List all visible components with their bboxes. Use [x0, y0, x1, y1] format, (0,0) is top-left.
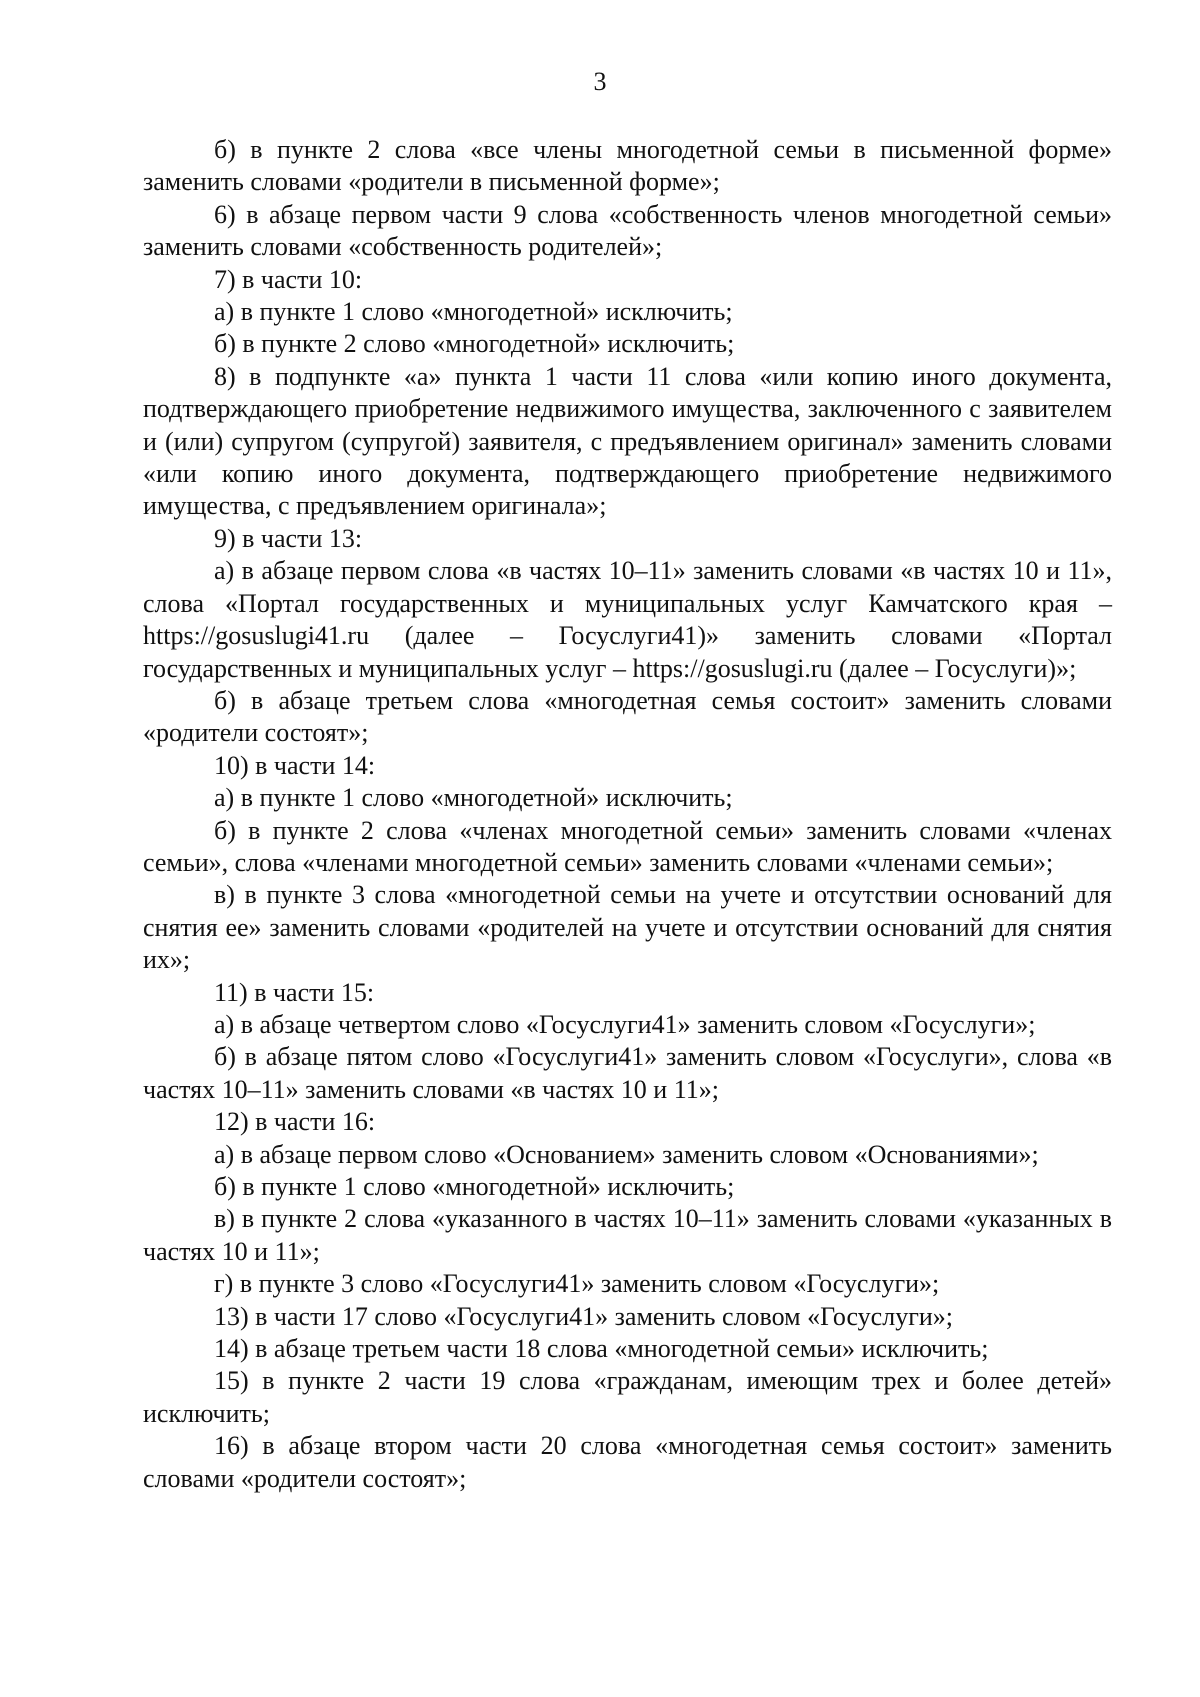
- paragraph: 10) в части 14:: [214, 750, 376, 780]
- paragraph: а) в абзаце первом слово «Основанием» заменить словом «Основаниями»;: [214, 1139, 1039, 1169]
- paragraph: 7) в части 10:: [214, 264, 363, 294]
- paragraph: б) в абзаце третьем слова «многодетная семья состоит» заменить словами «родители состоят»;: [143, 685, 1112, 748]
- paragraph: б) в абзаце пятом слово «Госуслуги41» заменить словом «Госуслуги», слова «в частях 10–11» заменить словами «в частях 10 и 11»;: [143, 1042, 1112, 1104]
- paragraph: а) в пункте 1 слово «многодетной» исключить;: [214, 297, 733, 327]
- paragraph: б) в пункте 2 слова «все члены многодетной семьи в письменной форме» заменить словами «родители в письменной форме»;: [143, 135, 1112, 197]
- paragraph: б) в пункте 2 слова «членах многодетной семьи» заменить словами «членах семьи», слова «членами многодетной семьи» заменить словами «членами семьи»;: [143, 815, 1112, 877]
- paragraph: а) в абзаце первом слова «в частях 10–11» заменить словами «в частях 10 и 11», слова «Портал государственных и муниципальных услуг Камчатского края – https://gosuslugi41.ru (далее – Госуслуги41)» заменить словами «Портал государственных и муниципальных услуг – https://gosuslugi.ru (далее – Госуслуги)»;: [143, 556, 1112, 683]
- paragraph: в) в пункте 3 слова «многодетной семьи на учете и отсутствии оснований для снятия ее» заменить словами «родителей на учете и отсутствии оснований для снятия их»;: [143, 880, 1112, 975]
- page-number: 3: [593, 67, 607, 96]
- paragraph: 15) в пункте 2 части 19 слова «гражданам, имеющим трех и более детей» исключить;: [143, 1366, 1112, 1428]
- paragraph: 12) в части 16:: [214, 1107, 376, 1137]
- paragraph: в) в пункте 2 слова «указанного в частях 10–11» заменить словами «указанных в частях 10 и 11»;: [143, 1204, 1112, 1266]
- paragraph: 9) в части 13:: [214, 523, 363, 553]
- paragraph: 11) в части 15:: [214, 977, 375, 1007]
- paragraph: 6) в абзаце первом части 9 слова «собственность членов многодетной семьи» заменить словами «собственность родителей»;: [143, 199, 1112, 262]
- paragraph: а) в пункте 1 слово «многодетной» исключить;: [214, 783, 733, 813]
- paragraph: б) в пункте 2 слово «многодетной» исключить;: [214, 329, 735, 359]
- document-body: [143, 134, 1112, 1495]
- paragraph: г) в пункте 3 слово «Госуслуги41» заменить словом «Госуслуги»;: [214, 1269, 940, 1299]
- paragraph: а) в абзаце четвертом слово «Госуслуги41» заменить словом «Госуслуги»;: [214, 1009, 1036, 1039]
- paragraph: 8) в подпункте «а» пункта 1 части 11 слова «или копию иного документа, подтверждающего приобретение недвижимого имущества, заключенного с заявителем и (или) супругом (супругой) заявителя, с предъявлением оригинал» заменить словами «или копию иного документа, подтверждающего приобретение недвижимого имущества, с предъявлением оригинала»;: [143, 361, 1112, 521]
- paragraph: б) в пункте 1 слово «многодетной» исключить;: [214, 1172, 735, 1201]
- paragraph: 14) в абзаце третьем части 18 слова «многодетной семьи» исключить;: [214, 1334, 989, 1364]
- paragraph: 13) в части 17 слово «Госуслуги41» заменить словом «Госуслуги»;: [214, 1301, 953, 1331]
- paragraph: 16) в абзаце втором части 20 слова «многодетная семья состоит» заменить словами «родители состоят»;: [143, 1431, 1112, 1493]
